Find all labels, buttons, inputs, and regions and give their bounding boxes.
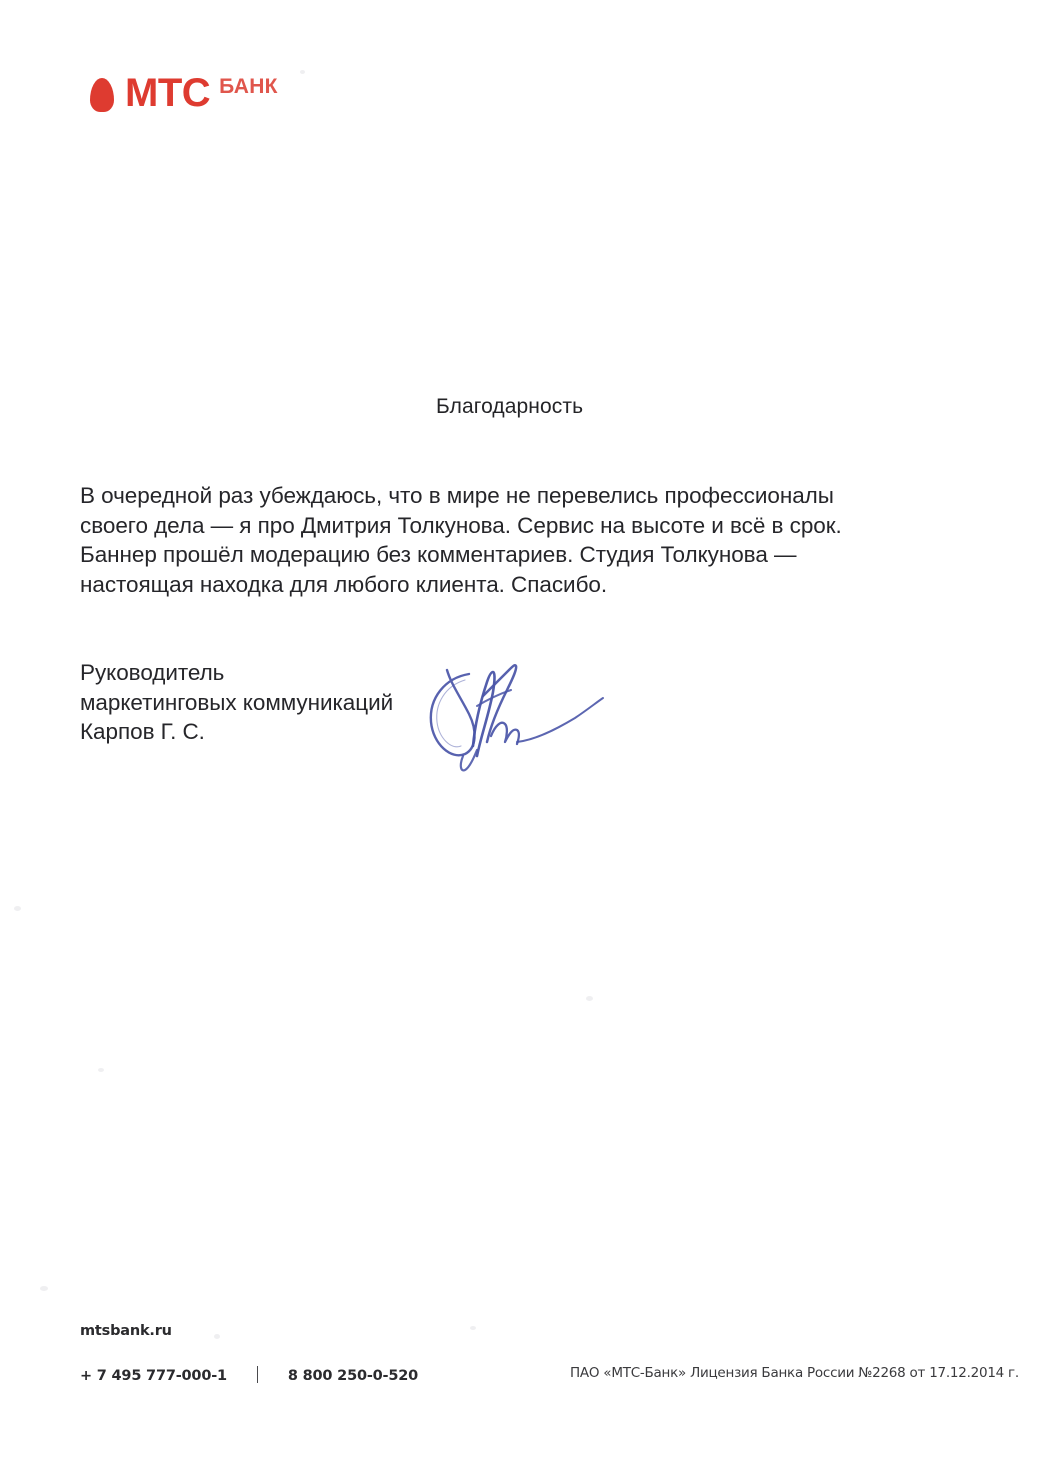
scan-speckle xyxy=(470,1326,476,1330)
footer-separator xyxy=(257,1366,258,1383)
logo-brand-text: МТС xyxy=(125,71,211,115)
signatory-role-line: маркетинговых коммуникаций xyxy=(80,689,394,715)
footer-phone-primary[interactable]: + 7 495 777-000-1 xyxy=(80,1368,227,1384)
letter-body xyxy=(80,481,960,599)
scan-speckle xyxy=(586,996,593,1001)
scan-speckle xyxy=(214,1334,220,1339)
footer-contacts xyxy=(80,1363,418,1386)
signatory-name: Карпов Г. С. xyxy=(80,719,205,744)
body-line: В очередной раз убеждаюсь, что в мире не перевелись профессионалы xyxy=(80,483,834,508)
scan-speckle xyxy=(300,70,305,74)
footer-phone-secondary[interactable]: 8 800 250-0-520 xyxy=(287,1368,419,1384)
mts-drop-icon xyxy=(90,78,114,112)
mts-bank-logo xyxy=(90,71,278,116)
footer-legal-text: ПАО «МТС-Банк» Лицензия Банка России №2268 от 17.12.2014 г. xyxy=(570,1365,1019,1381)
scan-speckle xyxy=(98,1068,104,1072)
scan-speckle xyxy=(40,1286,48,1291)
signatory-role-line: Руководитель xyxy=(80,660,225,685)
body-line: своего дела — я про Дмитрия Толкунова. Сервис на высоте и всё в срок. xyxy=(80,512,842,538)
body-line: настоящая находка для любого клиента. Спасибо. xyxy=(80,571,608,597)
handwritten-signature xyxy=(425,650,615,775)
signature-block xyxy=(80,658,393,747)
logo-subbrand-text: БАНК xyxy=(219,75,278,98)
footer-website[interactable]: mtsbank.ru xyxy=(80,1323,172,1339)
page-title: Благодарность xyxy=(436,395,584,418)
scan-speckle xyxy=(14,906,21,911)
body-line: Баннер прошёл модерацию без комментариев. Студия Толкунова — xyxy=(80,542,797,567)
